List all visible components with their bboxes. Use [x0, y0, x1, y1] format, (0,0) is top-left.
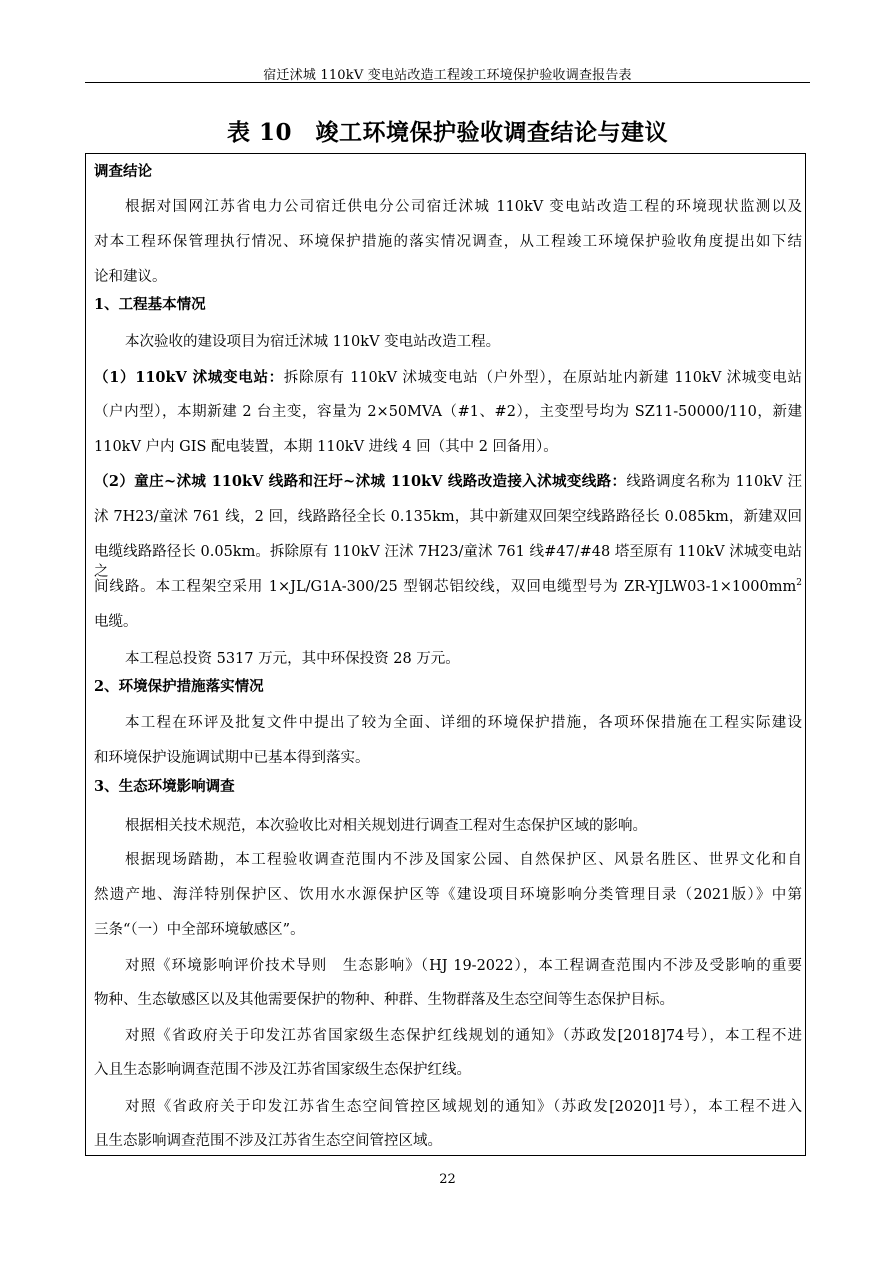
paragraph-line: 对照《省政府关于印发江苏省生态空间管控区域规划的通知》（苏政发[2020]1号），本工程不进入 — [125, 1099, 802, 1115]
section-heading-1: 1、工程基本情况 — [94, 296, 206, 313]
paragraph-line: 沭 7H23/童沭 761 线，2 回，线路路径全长 0.135km，其中新建双回架空线路路径长 0.085km，新建双回 — [94, 509, 802, 525]
paragraph-line: 根据现场踏勘，本工程验收调查范围内不涉及国家公园、自然保护区、风景名胜区、世界文化和自 — [125, 852, 802, 868]
cable-spec-text: 间线路。本工程架空采用 1×JL/G1A-300/25 型钢芯铝绞线，双回电缆型号为 ZR-YJLW03-1×1000mm — [94, 579, 797, 595]
paragraph-line — [94, 472, 802, 492]
paragraph-line: 三条“（一）中全部环境敏感区”。 — [94, 922, 305, 938]
paragraph-line — [94, 368, 802, 388]
paragraph-line: 入且生态影响调查范围不涉及江苏省国家级生态保护红线。 — [94, 1062, 471, 1078]
paragraph-line: 根据相关技术规范，本次验收比对相关规划进行调查工程对生态保护区域的影响。 — [125, 818, 647, 834]
paragraph-line: 对本工程环保管理执行情况、环境保护措施的落实情况调查，从工程竣工环境保护验收角度提出如下结 — [94, 234, 802, 250]
paragraph-line: 物种、生态敏感区以及其他需要保护的物种、种群、生物群落及生态空间等生态保护目标。 — [94, 992, 674, 1008]
paragraph-line: （户内型），本期新建 2 台主变，容量为 2×50MVA（#1、#2），主变型号均为 SZ11-50000/110，新建 — [94, 404, 802, 420]
paragraph-line: 本工程在环评及批复文件中提出了较为全面、详细的环境保护措施，各项环保措施在工程实际建设 — [125, 715, 802, 731]
item-1-label: （1）110kV 沭城变电站： — [94, 369, 284, 386]
paragraph-line — [94, 577, 802, 597]
paragraph-line: 和环境保护设施调试期中已基本得到落实。 — [94, 750, 370, 766]
paragraph-line: 根据对国网江苏省电力公司宿迁供电分公司宿迁沭城 110kV 变电站改造工程的环境现状监测以及 — [125, 199, 802, 215]
table-title: 表 10 竣工环境保护验收调查结论与建议 — [226, 119, 668, 146]
paragraph-line: 电缆。 — [94, 614, 138, 630]
paragraph-line: 对照《环境影响评价技术导则 生态影响》（HJ 19-2022），本工程调查范围内不涉及受影响的重要 — [125, 958, 802, 974]
section-heading-conclusion: 调查结论 — [94, 163, 152, 180]
item-2-text: 线路调度名称为 110kV 汪 — [626, 474, 802, 490]
paragraph-line: 且生态影响调查范围不涉及江苏省生态空间管控区域。 — [94, 1133, 442, 1149]
section-heading-2: 2、环境保护措施落实情况 — [94, 678, 264, 695]
paragraph-line: 电缆线路路径长 0.05km。拆除原有 110kV 汪沭 7H23/童沭 761 线#47/#48 塔至原有 110kV 沭城变电站之 — [94, 544, 802, 580]
paragraph-line: 论和建议。 — [94, 269, 167, 285]
paragraph-line: 然遗产地、海洋特别保护区、饮用水水源保护区等《建设项目环境影响分类管理目录（2021版）》中第 — [94, 887, 802, 903]
item-1-text: 拆除原有 110kV 沭城变电站（户外型），在原站址内新建 110kV 沭城变电站 — [283, 370, 802, 386]
section-heading-3: 3、生态环境影响调查 — [94, 778, 235, 795]
item-2-label: （2）童庄~沭城 110kV 线路和汪圩~沭城 110kV 线路改造接入沭城变线路： — [94, 473, 627, 490]
superscript: 2 — [796, 578, 802, 589]
running-header: 宿迁沭城 110kV 变电站改造工程竣工环境保护验收调查报告表 — [263, 68, 632, 83]
page-number: 22 — [439, 1172, 456, 1187]
paragraph-line: 本工程总投资 5317 万元，其中环保投资 28 万元。 — [125, 651, 460, 667]
paragraph-line: 110kV 户内 GIS 配电装置，本期 110kV 进线 4 回（其中 2 回备用）。 — [94, 439, 558, 455]
header-rule — [85, 82, 810, 83]
paragraph-line: 对照《省政府关于印发江苏省国家级生态保护红线规划的通知》（苏政发[2018]74号），本工程不进 — [125, 1028, 802, 1044]
paragraph-line: 本次验收的建设项目为宿迁沭城 110kV 变电站改造工程。 — [125, 334, 501, 350]
